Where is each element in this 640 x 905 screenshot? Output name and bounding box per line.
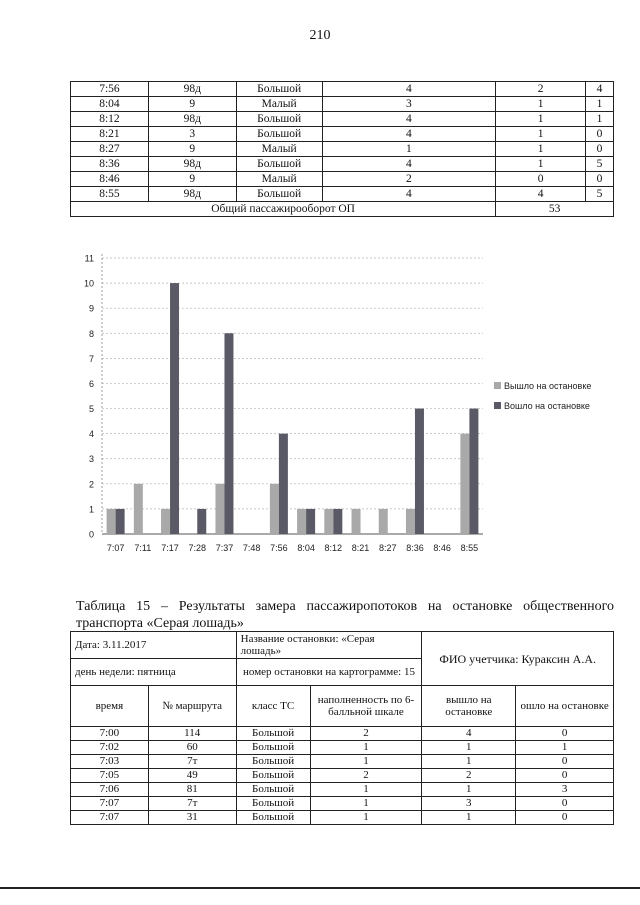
table-cell: 5 — [585, 157, 613, 172]
table-cell: 98д — [148, 82, 236, 97]
table-cell: 4 — [322, 82, 496, 97]
stop-number-cell: номер остановки на картограмме: 15 — [236, 659, 422, 686]
column-header: класс ТС — [236, 686, 310, 727]
total-label: Общий пассажирооборот ОП — [71, 202, 496, 217]
table-cell: 7:00 — [71, 727, 149, 741]
table-cell: Большой — [236, 755, 310, 769]
table-cell: 2 — [310, 727, 422, 741]
y-tick-label: 8 — [88, 328, 94, 339]
table-cell: 0 — [516, 797, 614, 811]
table-cell: 8:36 — [71, 157, 149, 172]
table-cell: 0 — [516, 727, 614, 741]
table-cell: 0 — [585, 172, 613, 187]
y-tick-label: 7 — [88, 353, 94, 364]
y-tick-label: 2 — [88, 479, 94, 490]
table-cell: Большой — [236, 783, 310, 797]
table-cell: 81 — [148, 783, 236, 797]
stop-name-cell: Название остановки: «Серая лошадь» — [236, 632, 422, 659]
table-row — [71, 97, 614, 112]
table-cell: 0 — [516, 811, 614, 825]
table-row — [71, 172, 614, 187]
table-cell: 98д — [148, 112, 236, 127]
table-cell: 3 — [422, 797, 516, 811]
total-value: 53 — [496, 202, 614, 217]
x-tick-label: 7:48 — [242, 543, 261, 553]
bar-entered — [170, 283, 179, 534]
table-cell: Большой — [236, 157, 322, 172]
table-cell: Большой — [236, 112, 322, 127]
table-cell: 60 — [148, 741, 236, 755]
bar-entered — [333, 509, 342, 534]
table-cell: 4 — [585, 82, 613, 97]
table-row — [71, 112, 614, 127]
y-tick-label: 5 — [88, 404, 94, 415]
y-tick-label: 3 — [88, 454, 94, 465]
table-cell: 1 — [496, 112, 586, 127]
table-row — [71, 783, 614, 797]
bar-exited — [324, 509, 333, 534]
bottom-table — [70, 631, 614, 825]
table-cell: 0 — [516, 755, 614, 769]
table-cell: Большой — [236, 741, 310, 755]
bar-entered — [279, 434, 288, 534]
legend-label: Вышло на остановке — [504, 381, 592, 391]
bar-entered — [415, 409, 424, 534]
bar-entered — [197, 509, 206, 534]
table-cell: Большой — [236, 727, 310, 741]
x-tick-label: 8:12 — [324, 543, 343, 553]
table-cell: 7:02 — [71, 741, 149, 755]
table-cell: 2 — [322, 172, 496, 187]
bar-entered — [224, 333, 233, 534]
table-cell: 8:46 — [71, 172, 149, 187]
table-cell: 98д — [148, 187, 236, 202]
table-cell: 31 — [148, 811, 236, 825]
bar-exited — [460, 434, 469, 534]
table-cell: 4 — [422, 727, 516, 741]
table-cell: 7:06 — [71, 783, 149, 797]
top-table — [70, 81, 614, 217]
table-cell: 0 — [516, 769, 614, 783]
table-cell: 8:55 — [71, 187, 149, 202]
legend-label: Вошло на остановке — [504, 401, 590, 411]
bar-entered — [306, 509, 315, 534]
table-row — [71, 755, 614, 769]
bar-exited — [134, 484, 143, 534]
bar-exited — [270, 484, 279, 534]
x-tick-label: 7:37 — [215, 543, 234, 553]
table-cell: 1 — [496, 157, 586, 172]
bar-exited — [406, 509, 415, 534]
bar-entered — [469, 409, 478, 534]
table-cell: 2 — [422, 769, 516, 783]
table-cell: Большой — [236, 82, 322, 97]
table-cell: 1 — [422, 741, 516, 755]
table-cell: 1 — [422, 811, 516, 825]
table-cell: 8:21 — [71, 127, 149, 142]
table-row — [71, 769, 614, 783]
table-row — [71, 127, 614, 142]
x-tick-label: 8:36 — [406, 543, 424, 553]
table-cell: 0 — [585, 142, 613, 157]
y-tick-label: 0 — [88, 529, 94, 540]
column-header: вышло на остановке — [422, 686, 516, 727]
table-cell: 9 — [148, 97, 236, 112]
table-cell: 8:12 — [71, 112, 149, 127]
table-cell: 1 — [496, 127, 586, 142]
table-cell: 4 — [496, 187, 586, 202]
table-cell: 7т — [148, 797, 236, 811]
table-cell: 1 — [310, 783, 422, 797]
y-tick-label: 10 — [83, 278, 94, 289]
table-cell: Большой — [236, 769, 310, 783]
table-cell: 7:05 — [71, 769, 149, 783]
legend-swatch — [494, 402, 501, 409]
table-cell: 4 — [322, 127, 496, 142]
table-row — [71, 187, 614, 202]
table-cell: Малый — [236, 142, 322, 157]
table-cell: 1 — [585, 97, 613, 112]
recorder-cell: ФИО учетчика: Кураксин А.А. — [422, 632, 614, 686]
page-number: 210 — [309, 28, 331, 43]
table-cell: Большой — [236, 811, 310, 825]
x-tick-label: 8:27 — [378, 543, 397, 553]
table-row — [71, 811, 614, 825]
footer-rule — [0, 887, 640, 889]
table-cell: 1 — [496, 97, 586, 112]
x-tick-label: 8:21 — [351, 543, 370, 553]
table-cell: 7:07 — [71, 797, 149, 811]
x-tick-label: 8:04 — [297, 543, 315, 553]
table-cell: 114 — [148, 727, 236, 741]
table-caption: Таблица 15 – Результаты замера пассажиропотоков на остановке общественного транспорта «Серая лошадь» — [76, 599, 614, 631]
bar-entered — [116, 509, 125, 534]
table-cell: Малый — [236, 97, 322, 112]
y-tick-label: 11 — [84, 253, 94, 264]
table-cell: 1 — [422, 755, 516, 769]
x-tick-label: 7:07 — [106, 543, 125, 553]
bar-exited — [107, 509, 116, 534]
table-row — [71, 142, 614, 157]
table-cell: 1 — [422, 783, 516, 797]
table-cell: Большой — [236, 797, 310, 811]
table-cell: 7:56 — [71, 82, 149, 97]
table-row — [71, 727, 614, 741]
table-cell: 2 — [496, 82, 586, 97]
x-tick-label: 7:56 — [270, 543, 288, 553]
table-row — [71, 82, 614, 97]
x-tick-label: 7:17 — [161, 543, 179, 553]
table-row — [71, 157, 614, 172]
table-cell: 49 — [148, 769, 236, 783]
x-tick-label: 8:46 — [433, 543, 451, 553]
x-tick-label: 7:28 — [188, 543, 207, 553]
table-cell: 7т — [148, 755, 236, 769]
table-cell: 7:07 — [71, 811, 149, 825]
table-cell: 1 — [310, 755, 422, 769]
y-tick-label: 9 — [88, 303, 94, 314]
column-header: время — [71, 686, 149, 727]
weekday-cell: день недели: пятница — [71, 659, 237, 686]
table-cell: 1 — [310, 741, 422, 755]
table-cell: Большой — [236, 127, 322, 142]
table-cell: 4 — [322, 112, 496, 127]
bar-exited — [297, 509, 306, 534]
column-header: наполненность по 6-балльной шкале — [310, 686, 422, 727]
total-row — [71, 202, 614, 217]
table-cell: 1 — [310, 797, 422, 811]
bar-exited — [379, 509, 388, 534]
bar-exited — [161, 509, 170, 534]
table-cell: Большой — [236, 187, 322, 202]
table-cell: 1 — [585, 112, 613, 127]
table-row — [71, 797, 614, 811]
y-tick-label: 4 — [88, 429, 94, 440]
column-header: ошло на остановке — [516, 686, 614, 727]
table-cell: 8:27 — [71, 142, 149, 157]
table-cell: 2 — [310, 769, 422, 783]
table-cell: 4 — [322, 157, 496, 172]
table-cell: 1 — [322, 142, 496, 157]
table-row — [71, 741, 614, 755]
table-cell: 7:03 — [71, 755, 149, 769]
table-cell: 0 — [585, 127, 613, 142]
table-cell: 5 — [585, 187, 613, 202]
table-cell: 1 — [516, 741, 614, 755]
table-cell: 8:04 — [71, 97, 149, 112]
table-cell: 3 — [516, 783, 614, 797]
x-tick-label: 7:11 — [134, 543, 152, 553]
table-cell: 9 — [148, 172, 236, 187]
table-cell: 4 — [322, 187, 496, 202]
legend-swatch — [494, 382, 501, 389]
y-tick-label: 1 — [88, 504, 94, 515]
column-header: № маршрута — [148, 686, 236, 727]
y-tick-label: 6 — [88, 378, 94, 389]
table-cell: 98д — [148, 157, 236, 172]
table-cell: 9 — [148, 142, 236, 157]
table-cell: 1 — [496, 142, 586, 157]
table-cell: 0 — [496, 172, 586, 187]
bar-chart — [75, 242, 618, 562]
bar-exited — [215, 484, 224, 534]
table-cell: 3 — [322, 97, 496, 112]
bar-exited — [352, 509, 361, 534]
table-cell: 3 — [148, 127, 236, 142]
table-cell: Малый — [236, 172, 322, 187]
header-row — [71, 686, 614, 727]
date-cell: Дата: 3.11.2017 — [71, 632, 237, 659]
x-tick-label: 8:55 — [460, 543, 479, 553]
table-cell: 1 — [310, 811, 422, 825]
